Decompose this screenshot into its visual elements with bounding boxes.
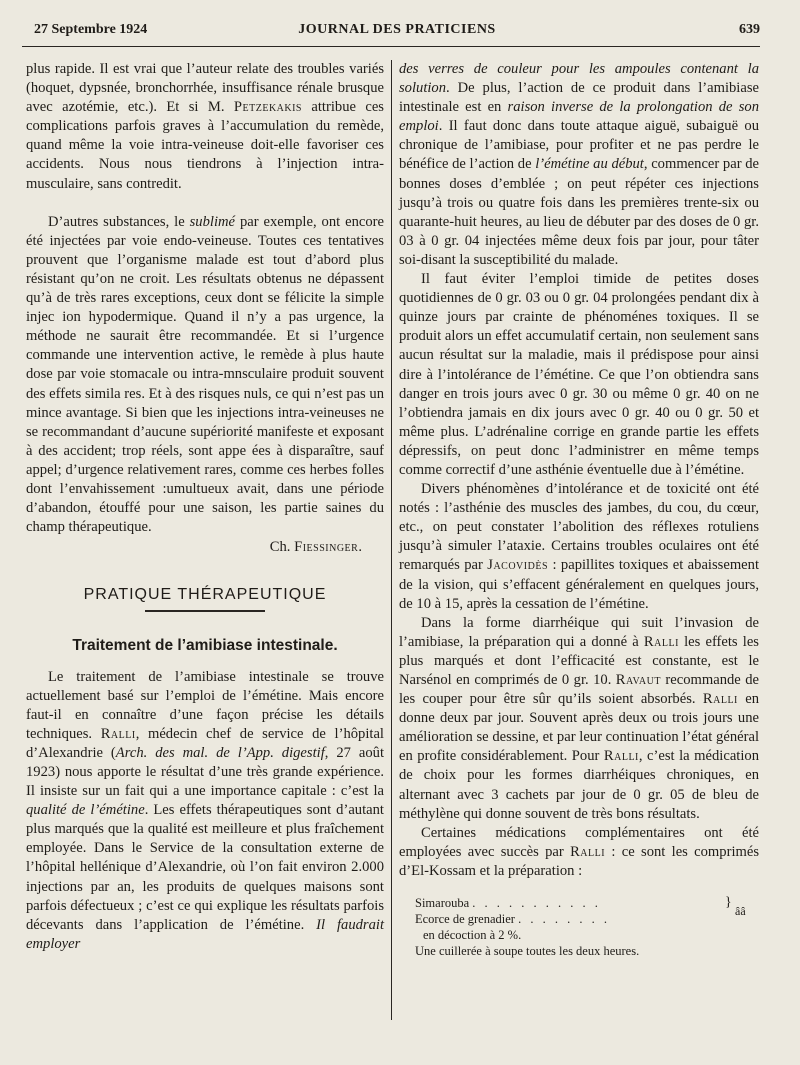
- paragraph: plus rapide. Il est vrai que l’auteur relate des troubles variés (hoquet, dypsnée, bronchorrhée, insuffisance rénale brusque avec azotémie, etc.). Et si M. Petzekakis attribue ces complications parfois graves à l’accumulation du remède, quand même la voie intra-veineuse doit-elle favoriser ces accidents. Nous nous tiendrons à l’injection intra-musculaire, sans contredit.: [26, 61, 384, 192]
- header-rule: [22, 46, 760, 47]
- left-column: [26, 60, 384, 954]
- section-underline: [145, 610, 265, 612]
- section-title: PRATIQUE THÉRAPEUTIQUE: [83, 586, 327, 604]
- paragraph: des verres de couleur pour les ampoules contenant la solution. De plus, l’action de ce produit dans l’amibiase intestinale est en raison inverse de la prolongation de son emploi. Il faut donc dans toute attaque aiguë, subaiguë ou chronique de l’amibiase, pour profiter et ne pas perdre le bénéfice de l’action de l’émétine au début, commencer par de bonnes doses d’emblée ; on peut répéter ces injections jusqu’à trois ou quatre fois dans les premières trente-six ou quarante-huit heures, au lieu de débuter par des doses de 0 gr. 03 à 0 gr. 04 injectées même deux fois par jour, pour tâter soi-disant la susceptibilité du malade.: [399, 61, 760, 268]
- header-date: 27 Septembre 1924: [34, 22, 148, 37]
- signature: Ch. Fiessinger.: [269, 539, 362, 556]
- recipe: [399, 895, 759, 959]
- recipe-item: Ecorce de grenadier . . . . . . . .: [415, 912, 610, 927]
- right-column: [399, 60, 759, 959]
- paragraph: Le traitement de l’amibiase intestinale se trouve actuellement basé sur l’emploi de l’émétine. Mais encore faut-il en connaître d’une façon précise les détails techniques. Ralli, médecin chef de service de l’hôpital d’Alexandrie (Arch. des mal. de l’App. digestif, 27 août 1923) nous apporte le résultat d’une très grande expérience. Il insiste sur un fait qui a une importance capitale : c’est la qualité de l’émétine. Les effets thérapeutiques sont d’autant plus marqués que la qualité est meilleure et plus fraîchement employée. Dans le Service de la consultation externe de l’hôpital hellénique d’Alexandrie, où l’on fait environ 2.000 injections par an, les produits de quelques maisons sont parfois défectueux ; c’est ce qui explique les résultats parfois décevants dans l’application de l’émétine. Il faudrait employer: [26, 668, 385, 952]
- author-name: Petzekakis: [233, 99, 302, 116]
- paragraph: D’autres substances, le sublimé par exemple, ont encore été injectées par voie endo-veineuse. Toutes ces tentatives prouvent que l’organisme malade est tout d’abord plus résistant qu’on ne croit. Les résultats obtenus ne dépassent qu’à de très rares exceptions, ceux dont se félicite la simple injec ion hypodermique. Quand il n’y a pas urgence, la méthode ne saurait être recommandée. Et si l’urgence commande une intervention active, le remède à plus haute dose par voie stomacale ou intra-mnsculaire produit souvent des effets simila res. Et à des risques nuls, ce qui n’est pas un mince avantage. Si bien que les injections intra-veineuses ne se recommandant d’aucune supériorité manifeste et exposant à des accident; trop réels, sont appe ées à disparaître, sauf appel; d’urgence relativement rares, comme ces herbes folles dont l’envahissement :umultueux avait, dans une période d’abandon, étouffé pour une saison, les partie saines du champ thérapeutique.: [26, 213, 384, 536]
- recipe-aa: ââ: [735, 904, 746, 919]
- paragraph: Il faut éviter l’emploi timide de petites doses quotidiennes de 0 gr. 03 ou 0 gr. 04 prolongées pendant dix à quinze jours par crainte de phénoménes toxiques. Il se produit alors un effet accumulatif certain, non seulement sans aucun résultat sur la maladie, mais il prédispose pour ainsi dire à l’intolérance de l’émétine. Ce que l’on obtiendra sans danger en trois jours avec 0 gr. 30 ou même 0 gr. 40 on ne l’obtiendra jamais en dix jours avec 0 gr. 40 ou 0 gr. 50 et même plus. L’adrénaline corrige en grande partie les effets dépressifs, on peut donc l’administrer en même temps comme correctif d’une asthénie éventuelle due à l’émétine.: [399, 271, 759, 478]
- page-header: [34, 22, 760, 42]
- paragraph: Divers phénomènes d’intolérance et de toxicité ont été notés : l’asthénie des muscles des jambes, du cou, du cœur, etc., on peut constater l’abolition des réflexes rotuliens jusqu’à simuler l’ataxie. Certains troubles oculaires ont été remarqués par Jacovidès : papillites toxiques et abaissement de la vision, qui s’effacent généralement en quelques jours, de 10 à 15, après la cessation de l’émétine.: [399, 481, 759, 612]
- header-page-number: 639: [739, 22, 760, 37]
- header-journal-title: JOURNAL DES PRATICIENS: [298, 22, 496, 37]
- recipe-note: en décoction à 2 %.: [423, 928, 522, 943]
- paragraph: Certaines médications complémentaires ont été employées avec succès par Ralli : ce sont les comprimés d’El-Kossam et la préparation :: [399, 824, 760, 879]
- paragraph: Dans la forme diarrhéique qui suit l’invasion de l’amibiase, la préparation qui a donné à Ralli les effets les plus marqués et dont l’efficacité est constante, est le Narsénol en comprimés de 0 gr. 10. Ravaut recommande de les couper pour être sûr qu’ils soient absorbés. Ralli en donne deux par jour. Souvent après deux ou trois jours une amélioration se dessine, et par leur continuation l’état général en profite considérablement. Pour Ralli, c’est la médication de choix pour les formes diarrhéiques chroniques, en alternant avec 3 cachets par jour de 0 gr. 05 de bleu de méthylène qui donne souvent de très bons résultats.: [399, 614, 759, 822]
- column-divider: [391, 60, 392, 1020]
- article-title: Traitement de l’amibiase intestinale.: [72, 637, 338, 655]
- recipe-dosage: Une cuillerée à soupe toutes les deux heures.: [415, 944, 640, 959]
- recipe-item: Simarouba . . . . . . . . . . . } ââ: [415, 895, 746, 919]
